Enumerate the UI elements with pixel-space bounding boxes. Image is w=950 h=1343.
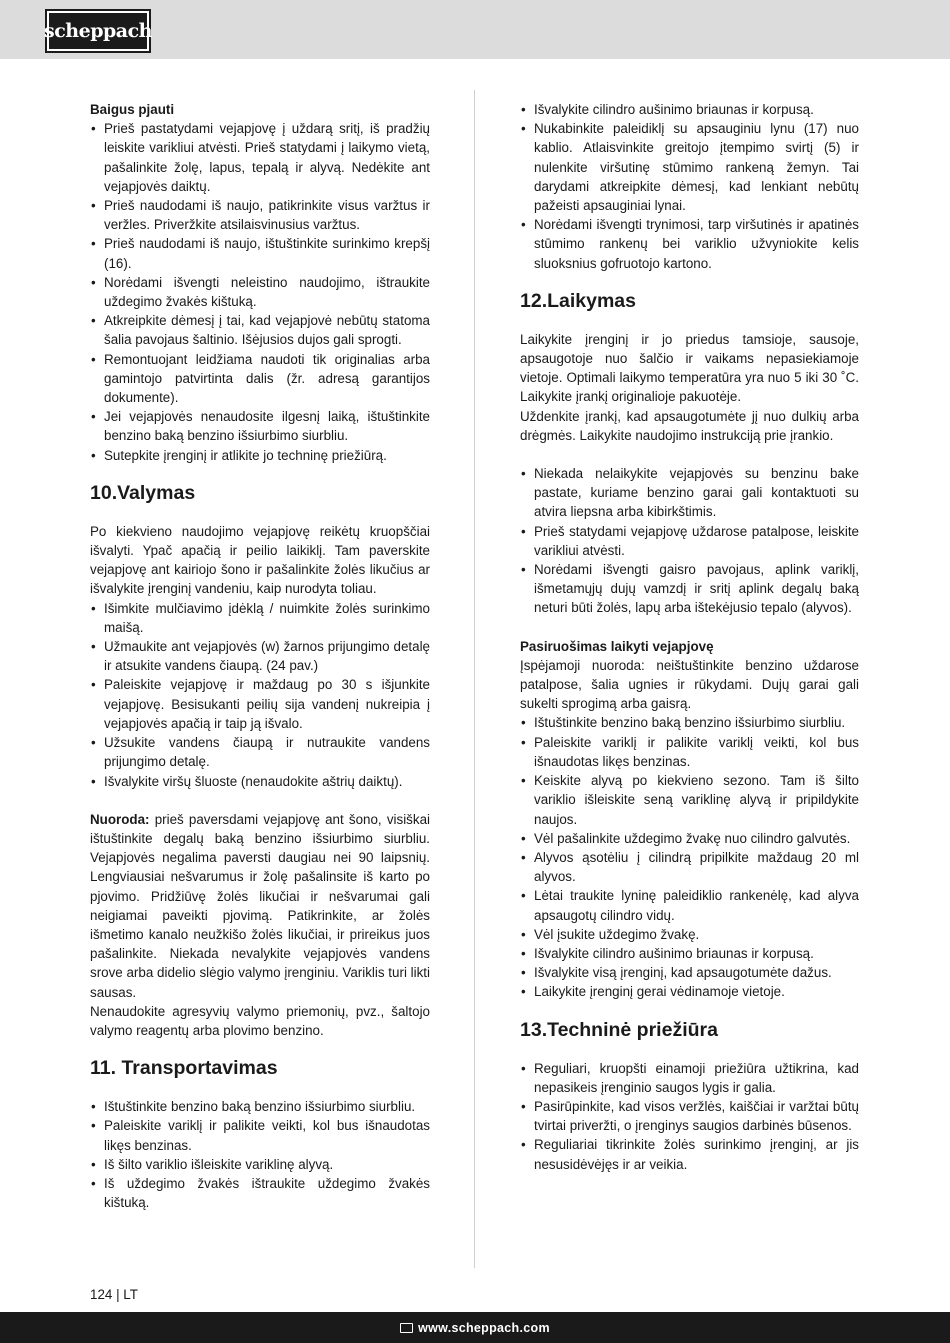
monitor-icon	[400, 1323, 413, 1333]
header-bar	[0, 0, 950, 59]
list-item: • Alyvos ąsotėliu į cilindrą pripilkite maždaug 20 ml alyvos.	[520, 848, 859, 886]
list-item: • Atkreipkite dėmesį į tai, kad vejapjovė nebūtų statoma šalia pavojaus šaltinio. Išėjusios dujos gali sprogti.	[90, 311, 430, 349]
storage-paragraph-2: Uždenkite įrankį, kad apsaugotumėte jį nuo dulkių arba drėgmės. Laikykite naudojimo instrukciją prie įrankio.	[520, 408, 859, 443]
list-item: • Prieš naudodami iš naujo, ištuštinkite surinkimo krepšį (16).	[90, 234, 430, 272]
subsection-title-preparation: Pasiruošimas laikyti vejapjovę	[520, 638, 714, 654]
list-item: • Prieš statydami vejapjovę uždarose patalpose, leiskite varikliui atvėsti.	[520, 522, 859, 560]
section-heading-12	[520, 289, 859, 313]
list-item: • Vėl pašalinkite uždegimo žvakę nuo cilindro galvutės.	[520, 829, 859, 848]
language-code: LT	[123, 1287, 138, 1302]
list-item: • Niekada nelaikykite vejapjovės su benzinu bake pastate, kuriame benzino garai gali kontaktuoti su atvira liepsna arba kibirkštimis.	[520, 464, 859, 522]
column-divider	[474, 90, 475, 1268]
list-item: • Norėdami išvengti gaisro pavojaus, aplink variklį, išmetamųjų dujų vamzdį ir sritį aplink degalų baką neturi būti žolės, lapų arba ištekėjusio tepalo (alyvos).	[520, 560, 859, 618]
subsection-title-baigus: Baigus pjauti	[90, 102, 175, 117]
list-item: • Keiskite alyvą po kiekvieno sezono. Tam iš šilto variklio išleiskite seną variklinę alyvą ir pripildykite naujos.	[520, 771, 859, 829]
list-item: • Reguliari, kruopšti einamoji priežiūra užtikrina, kad nepasikeis įrenginio saugos lygis ir galia.	[520, 1059, 859, 1097]
list-item: • Išvalykite visą įrenginį, kad apsaugotumėte dažus.	[520, 963, 859, 982]
list-item: • Lėtai traukite lyninę paleidiklio rankenėlę, kad alyva apsaugotų cilindro vidų.	[520, 886, 859, 924]
section-title: Valymas	[117, 481, 196, 504]
section-title: Techninė priežiūra	[547, 1018, 718, 1041]
list-item: • Išvalykite cilindro aušinimo briaunas ir korpusą.	[520, 100, 859, 119]
list-item: • Nukabinkite paleidiklį su apsauginiu lynu (17) nuo kablio. Atlaisvinkite greitojo įtempimo svirtį (5) ir nulenkite viršutinę stūmimo rankeną žemyn. Tai darydami atkreipkite dėmesį, kad lenkiant nebūtų pažeisti apsauginiai lynai.	[520, 119, 859, 215]
list-item: • Norėdami išvengti trynimosi, tarp viršutinės ir apatinės stūmimo rankenų bei variklio užvyniokite kelis sluoksnius gofruotojo kartono.	[520, 215, 859, 273]
cleaning-note	[90, 810, 430, 1002]
list-item: • Užsukite vandens čiaupą ir nutraukite vandens prijungimo detalę.	[90, 733, 430, 771]
page-number-value: 124	[90, 1287, 113, 1302]
website-link[interactable]: www.scheppach.com	[418, 1320, 550, 1335]
section-heading-11	[90, 1056, 430, 1080]
preparation-list-top	[520, 100, 859, 273]
logo-text: scheppach	[44, 20, 152, 42]
cleaning-note-2: Nenaudokite agresyvių valymo priemonių, pvz., šaltojo valymo reagentų arba plovimo benzino.	[90, 1003, 430, 1038]
section-number: 13.	[520, 1018, 548, 1041]
section-number: 10.	[90, 481, 118, 504]
storage-paragraph-1: Laikykite įrenginį ir jo priedus tamsioje, sausoje, apsaugotoje nuo šalčio ir vaikams nepasiekiamoje vietoje. Optimali laikymo temperatūra yra nuo 5 iki 30 ˚C. Laikykite įrankį originalioje pakuotėje.	[520, 331, 859, 405]
page-number: 124 | LT	[90, 1287, 138, 1302]
right-column	[520, 100, 859, 1174]
section-title: Laikymas	[547, 289, 637, 312]
note-text: prieš paversdami vejapjovę ant šono, visiškai ištuštinkite degalų baką benzino išsiurbimo siurbliu. Vejapjovės negalima paversti daugiau nei 90 laipsnių. Lengviausiai nešvarumus ir žolę pašalinsite iš karto po pjovimo. Pridžiūvę žolės likučiai ir nešvarumai gali neigiamai paveikti pjovimą. Patikrinkite, ar žolės išmetimo kanalo neužkišo žolės likučiai, ir prireikus juos pašalinkite. Niekada nevalykite vejapjovės vandens srove arba didelio slėgio valymo įrenginiu. Variklis turi likti sausas.	[90, 811, 430, 1000]
list-item: • Paleiskite variklį ir palikite veikti, kol bus išnaudotas likęs benzinas.	[90, 1116, 430, 1154]
list-item: • Norėdami išvengti neleistino naudojimo, ištraukite uždegimo žvakės kištuką.	[90, 273, 430, 311]
list-item: • Išvalykite cilindro aušinimo briaunas ir korpusą.	[520, 944, 859, 963]
list-item: • Sutepkite įrenginį ir atlikite jo techninę priežiūrą.	[90, 446, 430, 465]
list-item: • Jei vejapjovės nenaudosite ilgesnį laiką, ištuštinkite benzino baką benzino išsiurbimo siurbliu.	[90, 407, 430, 445]
list-item: • Reguliariai tikrinkite žolės surinkimo įrenginį, ar jis nesusidėvėjęs ir ar veikia.	[520, 1135, 859, 1173]
storage-list	[520, 464, 859, 618]
section-heading-13	[520, 1018, 859, 1042]
left-column	[90, 100, 430, 1212]
cleaning-intro: Po kiekvieno naudojimo vejapjovę reikėtų kruopščiai išvalyti. Ypač apačią ir peilio laikiklį. Tam paverskite vejapjovę ant kairiojo šono ir pašalinkite žolės likučius ar išvalykite įrenginį vandeniu, kaip nurodyta toliau.	[90, 523, 430, 597]
section-number: 11.	[90, 1057, 117, 1080]
list-item: • Iš šilto variklio išleiskite variklinę alyvą.	[90, 1155, 430, 1174]
list-item: • Iš uždegimo žvakės ištraukite uždegimo žvakės kištuką.	[90, 1174, 430, 1212]
transport-list	[90, 1097, 430, 1212]
maintenance-list	[520, 1059, 859, 1174]
list-item: • Vėl įsukite uždegimo žvakę.	[520, 925, 859, 944]
preparation-warning: Įspėjamoji nuoroda: neištuštinkite benzino uždarose patalpose, šalia ugnies ir rūkydami. Dujų garai gali sukelti sprogimą arba gaisrą.	[520, 657, 859, 712]
footer-bar	[0, 1312, 950, 1343]
section-heading-10	[90, 481, 430, 505]
list-item: • Ištuštinkite benzino baką benzino išsiurbimo siurbliu.	[520, 713, 859, 732]
list-item: • Užmaukite ant vejapjovės (w) žarnos prijungimo detalę ir atsukite vandens čiaupą. (24 pav.)	[90, 637, 430, 675]
list-item: • Pasirūpinkite, kad visos veržlės, kaiščiai ir varžtai būtų tvirtai priveržti, o įrenginys saugios darbinės būsenos.	[520, 1097, 859, 1135]
list-item: • Išvalykite viršų šluoste (nenaudokite aštrių daiktų).	[90, 772, 430, 791]
list-item: • Remontuojant leidžiama naudoti tik originalias arba gamintojo patvirtinta dalis (žr. adresą garantijos dokumente).	[90, 350, 430, 408]
list-item: • Laikykite įrenginį gerai vėdinamoje vietoje.	[520, 982, 859, 1001]
list-item: • Prieš pastatydami vejapjovę į uždarą sritį, iš pradžių leiskite varikliui atvėsti. Prieš statydami į laikymo vietą, pašalinkite žolę, lapus, tepalą ir alyvą. Nedėkite ant vejapjovės daiktų.	[90, 119, 430, 196]
section-number: 12.	[520, 289, 548, 312]
preparation-list	[520, 713, 859, 1001]
cleaning-list	[90, 599, 430, 791]
note-label: Nuoroda:	[90, 811, 150, 827]
section-title: Transportavimas	[121, 1057, 278, 1080]
after-mowing-list	[90, 119, 430, 465]
list-item: • Prieš naudodami iš naujo, patikrinkite visus varžtus ir veržles. Priveržkite atsilaisvinusius varžtus.	[90, 196, 430, 234]
list-item: • Išimkite mulčiavimo įdėklą / nuimkite žolės surinkimo maišą.	[90, 599, 430, 637]
list-item: • Paleiskite vejapjovę ir maždaug po 30 s išjunkite vejapjovę. Besisukanti peilių sija vandenį nukreipia į vejapjovės apačią ir taip ją išvalo.	[90, 675, 430, 733]
list-item: • Paleiskite variklį ir palikite variklį veikti, kol bus išnaudotas likęs benzinas.	[520, 733, 859, 771]
brand-logo	[45, 9, 151, 53]
list-item: • Ištuštinkite benzino baką benzino išsiurbimo siurbliu.	[90, 1097, 430, 1116]
